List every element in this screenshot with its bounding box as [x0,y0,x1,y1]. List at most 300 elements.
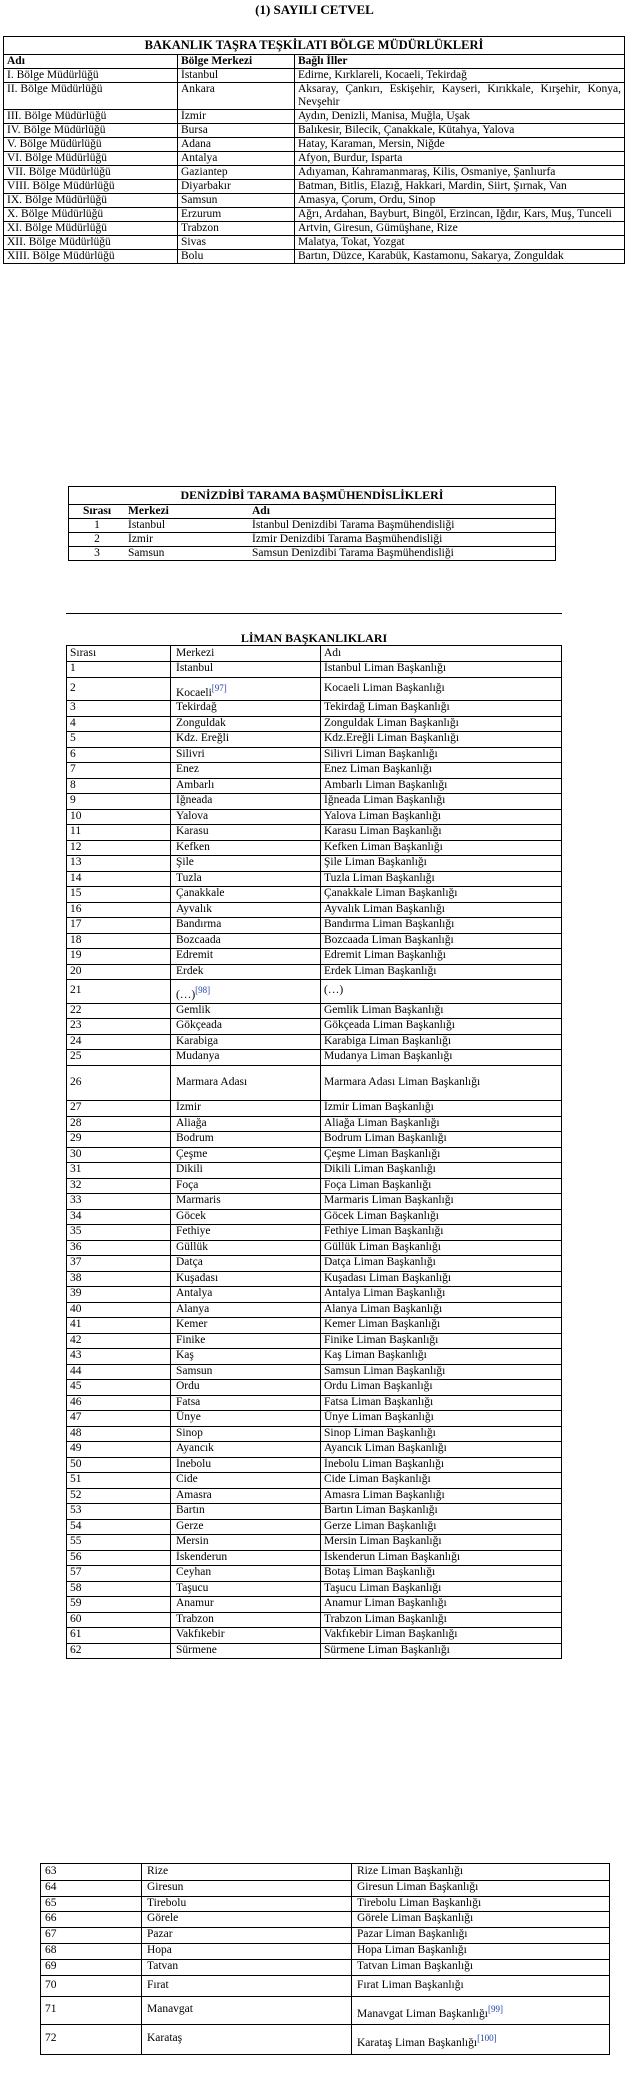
port-order: 71 [45,2003,57,2016]
port-center [176,661,213,677]
port-row [66,731,562,747]
port-order: 27 [70,1101,82,1113]
port-center [176,902,212,918]
port-center [176,1581,208,1597]
port-row [66,1049,562,1065]
port-name-text: Görele Liman Başkanlığı [357,1912,474,1925]
port-name-text: Mudanya Liman Başkanlığı [324,1050,453,1062]
port-name-text: Göcek Liman Başkanlığı [324,1209,439,1222]
port-order: 31 [70,1163,82,1175]
port-name-text: Edremit Liman Başkanlığı [324,949,447,961]
dredging-order: 2 [69,533,126,547]
directorate-center: Erzurum [178,208,295,222]
directorate-name: XIII. Bölge Müdürlüğü [4,250,178,264]
port-name [324,1457,444,1473]
port-center-text: Datça [176,1256,203,1268]
port-center [176,1018,222,1034]
port-center-text: Pazar [147,1928,173,1941]
port-center [176,1049,219,1065]
port-center [176,762,199,778]
port-order: 40 [70,1302,82,1315]
directorate-name: V. Bölge Müdürlüğü [4,138,178,152]
port-row [66,1627,562,1643]
port-name [324,809,441,825]
port-name-text: Pazar Liman Başkanlığı [357,1928,468,1941]
port-name-text: Sinop Liman Başkanlığı [324,1426,436,1439]
port-order: 24 [70,1034,82,1047]
port-row [66,824,562,840]
port-center-text: (…) [176,988,196,1001]
port-row [66,762,562,778]
port-order: 7 [70,763,76,775]
ports-header-row [66,645,562,661]
port-row [66,1333,562,1349]
port-name [324,871,435,887]
port-row [66,886,562,902]
port-name-text: Amasra Liman Başkanlığı [324,1488,445,1501]
port-row [66,1018,562,1034]
port-center-text: Tekirdağ [176,701,217,713]
port-name-text: Tirebolu Liman Başkanlığı [357,1896,482,1909]
port-name [324,1581,441,1597]
port-authorities-continued-table [40,1863,610,2055]
port-center [176,1348,194,1364]
port-center [176,1612,214,1628]
port-center-text: Anamur [176,1597,214,1609]
port-center [176,1240,208,1256]
ports-caption: LİMAN BAŞKANLIKLARI [240,631,388,645]
port-center [176,1271,218,1287]
header-center: Bölge Merkezi [178,55,295,69]
port-center [176,1193,221,1209]
port-row [66,1131,562,1147]
port-row [66,1643,562,1659]
port-name-text: Ünye Liman Başkanlığı [324,1411,434,1423]
port-name-text: Ordu Liman Başkanlığı [324,1380,433,1392]
directorate-provinces: Edirne, Kırklareli, Kocaeli, Tekirdağ [295,69,625,83]
port-center-text: Yalova [176,809,209,822]
port-name-text: Gemlik Liman Başkanlığı [324,1003,444,1016]
port-row [66,964,562,980]
port-name-text: Dikili Liman Başkanlığı [324,1163,436,1175]
port-row [66,1317,562,1333]
port-name [324,1034,451,1050]
port-center [176,1003,211,1019]
port-order: 36 [70,1240,82,1253]
directorate-center: Sivas [178,236,295,250]
directorate-center: Diyarbakır [178,180,295,194]
port-row [66,1488,562,1504]
port-order: 6 [70,747,76,760]
port-center [176,1379,200,1395]
directorate-name: XI. Bölge Müdürlüğü [4,222,178,236]
port-name [324,1348,427,1364]
port-row [66,855,562,871]
port-center [176,1034,218,1050]
directorate-provinces: Afyon, Burdur, Isparta [295,152,625,166]
port-name [324,1364,445,1380]
port-name [324,979,343,1003]
port-center [147,1959,178,1975]
regional-row [4,138,625,152]
port-order: 57 [70,1566,82,1578]
port-name-text: Marmaris Liman Başkanlığı [324,1194,454,1206]
port-center-text: Silivri [176,747,205,760]
port-order: 23 [70,1019,82,1031]
port-order: 29 [70,1132,82,1144]
port-name-text: Kefken Liman Başkanlığı [324,840,443,853]
port-name-text: Kuşadası Liman Başkanlığı [324,1271,452,1284]
port-row [66,1224,562,1240]
port-name-text: Kdz.Ereğli Liman Başkanlığı [324,732,460,744]
port-row [66,1534,562,1550]
port-row [66,809,562,825]
port-center-text: Kefken [176,840,210,853]
port-center [176,948,213,964]
port-row [66,1240,562,1256]
port-name-text: Karasu Liman Başkanlığı [324,825,442,837]
header-name: Adı [324,647,342,659]
port-name-text: Fırat Liman Başkanlığı [357,1978,464,1991]
port-name-text: Bartın Liman Başkanlığı [324,1504,438,1516]
port-name-text: Manavgat Liman Başkanlığı [357,2008,488,2021]
port-center-text: Tatvan [147,1959,179,1972]
port-center-text: Kocaeli [176,686,212,699]
port-order: 62 [70,1643,82,1656]
port-center-text: Gerze [176,1519,204,1532]
port-name [324,1612,447,1628]
port-center [176,778,214,794]
port-name-text: Güllük Liman Başkanlığı [324,1240,441,1253]
dredging-order: 1 [69,519,126,533]
port-row [66,1364,562,1380]
port-name-text: Vakfıkebir Liman Başkanlığı [324,1628,458,1640]
port-center-text: Dikili [176,1163,203,1175]
port-row [66,1286,562,1302]
port-center-text: İzmir [176,1101,201,1113]
port-name [324,855,427,871]
port-row [66,1565,562,1581]
port-center-text: Enez [176,763,199,775]
regional-row [4,166,625,180]
port-center-text: Zonguldak [176,716,226,729]
port-center-text: Giresun [147,1880,184,1893]
regional-row [4,110,625,124]
directorate-center: İzmir [178,110,295,124]
port-row [66,661,562,677]
port-name [324,1410,434,1426]
port-center-text: Görele [147,1912,179,1925]
port-name [324,1131,447,1147]
port-name [324,1209,439,1225]
port-order: 28 [70,1116,82,1129]
port-name-text: Tatvan Liman Başkanlığı [357,1959,474,1972]
port-center-text: Hopa [147,1944,172,1956]
port-order: 46 [70,1395,82,1408]
port-name-text: Tekirdağ Liman Başkanlığı [324,701,450,713]
port-name [357,1927,468,1943]
port-row [41,2024,609,2054]
port-center [176,1255,203,1271]
port-center-text: Fatsa [176,1395,201,1408]
port-center-text: Güllük [176,1240,208,1253]
port-name-text: (…) [324,984,344,996]
port-center-text: Karasu [176,825,209,837]
port-order: 51 [70,1473,82,1485]
dredging-table [68,486,556,561]
port-name [324,1488,445,1504]
port-center-text: Cide [176,1473,198,1485]
directorate-center: İstanbul [178,69,295,83]
col-divider [320,645,321,1658]
regional-row [4,69,625,83]
port-name [324,1596,447,1612]
port-name-text: Ayvalık Liman Başkanlığı [324,902,445,915]
port-name [324,948,446,964]
port-order: 66 [45,1912,57,1925]
port-center-text: Gemlik [176,1003,211,1016]
directorate-provinces: Malatya, Tokat, Yozgat [295,236,625,250]
directorate-name: XII. Bölge Müdürlüğü [4,236,178,250]
port-name [324,964,436,980]
port-order: 55 [70,1535,82,1547]
port-center [147,1896,186,1912]
port-center [176,917,221,933]
port-name [324,778,447,794]
port-name-text: Samsun Liman Başkanlığı [324,1364,446,1377]
port-name-text: Kocaeli Liman Başkanlığı [324,681,445,694]
port-row [66,1034,562,1050]
port-row [66,1348,562,1364]
port-name-text: Mersin Liman Başkanlığı [324,1535,442,1547]
port-order: 53 [70,1504,82,1516]
port-row [41,1927,609,1943]
port-center [147,1943,172,1959]
port-name [324,902,445,918]
port-row [66,1162,562,1178]
regional-row [4,208,625,222]
port-name [324,1503,438,1519]
port-order: 33 [70,1194,82,1206]
port-name [324,1003,443,1019]
header-name: Adı [252,505,270,517]
port-row [66,917,562,933]
port-row [66,1395,562,1411]
port-row [66,1271,562,1287]
port-row [66,778,562,794]
port-center [176,1162,203,1178]
port-center [176,933,221,949]
port-name-text: İnebolu Liman Başkanlığı [324,1457,445,1470]
port-center-text: Erdek [176,964,204,977]
port-order: 56 [70,1550,82,1563]
footnote-ref: [97] [211,682,227,693]
port-center-text: İğneada [176,794,213,806]
port-center [176,1596,214,1612]
directorate-name: I. Bölge Müdürlüğü [4,69,178,83]
port-center-text: Antalya [176,1287,213,1299]
port-order: 61 [70,1628,82,1640]
port-name [324,1255,436,1271]
port-name [324,677,445,701]
port-center-text: Göcek [176,1209,207,1222]
port-order: 32 [70,1178,82,1191]
port-center [147,1927,173,1943]
port-center [176,1317,207,1333]
port-center-text: Karataş [147,2032,183,2045]
port-row [66,1612,562,1628]
col-divider [170,645,171,1658]
regional-row [4,124,625,138]
port-center [176,1503,205,1519]
directorate-center: Adana [178,138,295,152]
port-order: 14 [70,871,82,884]
port-name-text: Taşucu Liman Başkanlığı [324,1581,442,1594]
port-name-text: İstanbul Liman Başkanlığı [324,662,447,674]
port-center [176,1131,214,1147]
port-row [66,700,562,716]
port-name-text: Datça Liman Başkanlığı [324,1256,436,1268]
dredging-center: İstanbul [125,519,249,533]
port-row [66,933,562,949]
port-row [66,677,562,701]
directorate-provinces: Artvin, Giresun, Gümüşhane, Rize [295,222,625,236]
port-name-text: Botaş Liman Başkanlığı [324,1566,436,1578]
port-center-text: Taşucu [176,1581,209,1594]
port-order: 50 [70,1457,82,1470]
port-center-text: Aliağa [176,1116,207,1129]
port-order: 10 [70,809,82,822]
port-row [66,1426,562,1442]
port-order: 12 [70,840,82,853]
port-center-text: Mersin [176,1535,209,1547]
col-divider [141,1864,142,2054]
directorate-provinces: Batman, Bitlis, Elazığ, Hakkari, Mardin, Siirt, Şırnak, Van [295,180,625,194]
port-order: 17 [70,918,82,930]
port-center-text: İstanbul [176,662,214,674]
port-row [66,948,562,964]
port-row [66,1147,562,1163]
port-center-text: Gökçeada [176,1019,222,1031]
port-name-text: Bodrum Liman Başkanlığı [324,1132,447,1144]
port-name [324,1550,460,1566]
port-name [324,1018,455,1034]
port-name-text: Alanya Liman Başkanlığı [324,1302,443,1315]
port-name-text: Fethiye Liman Başkanlığı [324,1225,444,1237]
port-name [324,1643,450,1659]
port-center [176,1534,209,1550]
regional-row [4,152,625,166]
port-center [176,731,229,747]
port-center [176,1472,198,1488]
port-order: 35 [70,1225,82,1237]
port-row [66,1255,562,1271]
port-center-text: Fırat [147,1978,169,1991]
port-order: 20 [70,964,82,977]
page-title: (1) SAYILI CETVEL [255,2,374,17]
port-center-text: Marmaris [176,1194,221,1206]
directorate-name: VIII. Bölge Müdürlüğü [4,180,178,194]
footnote-ref: [100] [477,2033,497,2044]
port-center-text: Sinop [176,1426,203,1439]
port-name-text: Anamur Liman Başkanlığı [324,1597,447,1609]
port-name [357,1896,481,1912]
port-order: 30 [70,1147,82,1160]
directorate-center: Bursa [178,124,295,138]
port-center-text: Alanya [176,1302,210,1315]
port-order: 34 [70,1209,82,1222]
directorate-provinces: Amasya, Çorum, Ordu, Sinop [295,194,625,208]
port-order: 22 [70,1003,82,1016]
port-name [324,1519,436,1535]
port-order: 49 [70,1442,82,1454]
row-divider [66,1658,562,1659]
port-name [324,1065,480,1101]
port-center [147,1880,183,1896]
directorate-provinces: Balıkesir, Bilecik, Çanakkale, Kütahya, Yalova [295,124,625,138]
port-row [66,793,562,809]
port-center-text: Samsun [176,1364,213,1377]
header-order: Sırası [82,505,112,517]
port-row [41,1864,609,1880]
port-order: 45 [70,1380,82,1392]
port-order: 13 [70,856,82,868]
port-order: 19 [70,949,82,961]
port-center [176,964,203,980]
directorate-center: Antalya [178,152,295,166]
port-name-text: Karataş Liman Başkanlığı [357,2037,478,2050]
port-row [66,979,562,1003]
port-center-text: Ceyhan [176,1566,212,1578]
port-center-text: Kaş [176,1349,194,1361]
port-center-text: İskenderun [176,1550,228,1563]
port-center [176,1426,203,1442]
header-center: Merkezi [176,647,215,659]
port-order: 41 [70,1318,82,1330]
port-center [176,855,194,871]
port-name [324,840,443,856]
dredging-name: İstanbul Denizdibi Tarama Başmühendisliği [249,519,556,533]
regional-row [4,222,625,236]
port-name-text: Cide Liman Başkanlığı [324,1473,431,1485]
port-name-text: Rize Liman Başkanlığı [357,1865,464,1877]
port-center-text: Ayancık [176,1442,214,1454]
port-row [66,1581,562,1597]
port-name-text: Finike Liman Başkanlığı [324,1333,439,1346]
directorate-provinces: Aydın, Denizli, Manisa, Muğla, Uşak [295,110,625,124]
port-name-text: Ambarlı Liman Başkanlığı [324,778,448,791]
port-order: 4 [70,716,76,729]
port-center-text: Kuşadası [176,1271,219,1284]
port-center-text: Kemer [176,1318,208,1330]
port-row [41,1975,609,1997]
port-center [176,1643,217,1659]
port-name [324,1441,447,1457]
port-name-text: Zonguldak Liman Başkanlığı [324,716,459,729]
port-name-text: Giresun Liman Başkanlığı [357,1880,479,1893]
regional-row [4,83,625,110]
port-center-text: Ordu [176,1380,200,1392]
port-name [324,1178,431,1194]
port-order: 2 [70,681,76,694]
port-center [176,747,205,763]
port-center [176,1178,198,1194]
port-order: 52 [70,1488,82,1501]
dredging-row [69,519,556,533]
port-name [324,933,454,949]
regional-table-caption: BAKANLIK TAŞRA TEŞKİLATI BÖLGE MÜDÜRLÜKLERİ [4,37,625,55]
port-center-text: Tirebolu [147,1896,187,1909]
